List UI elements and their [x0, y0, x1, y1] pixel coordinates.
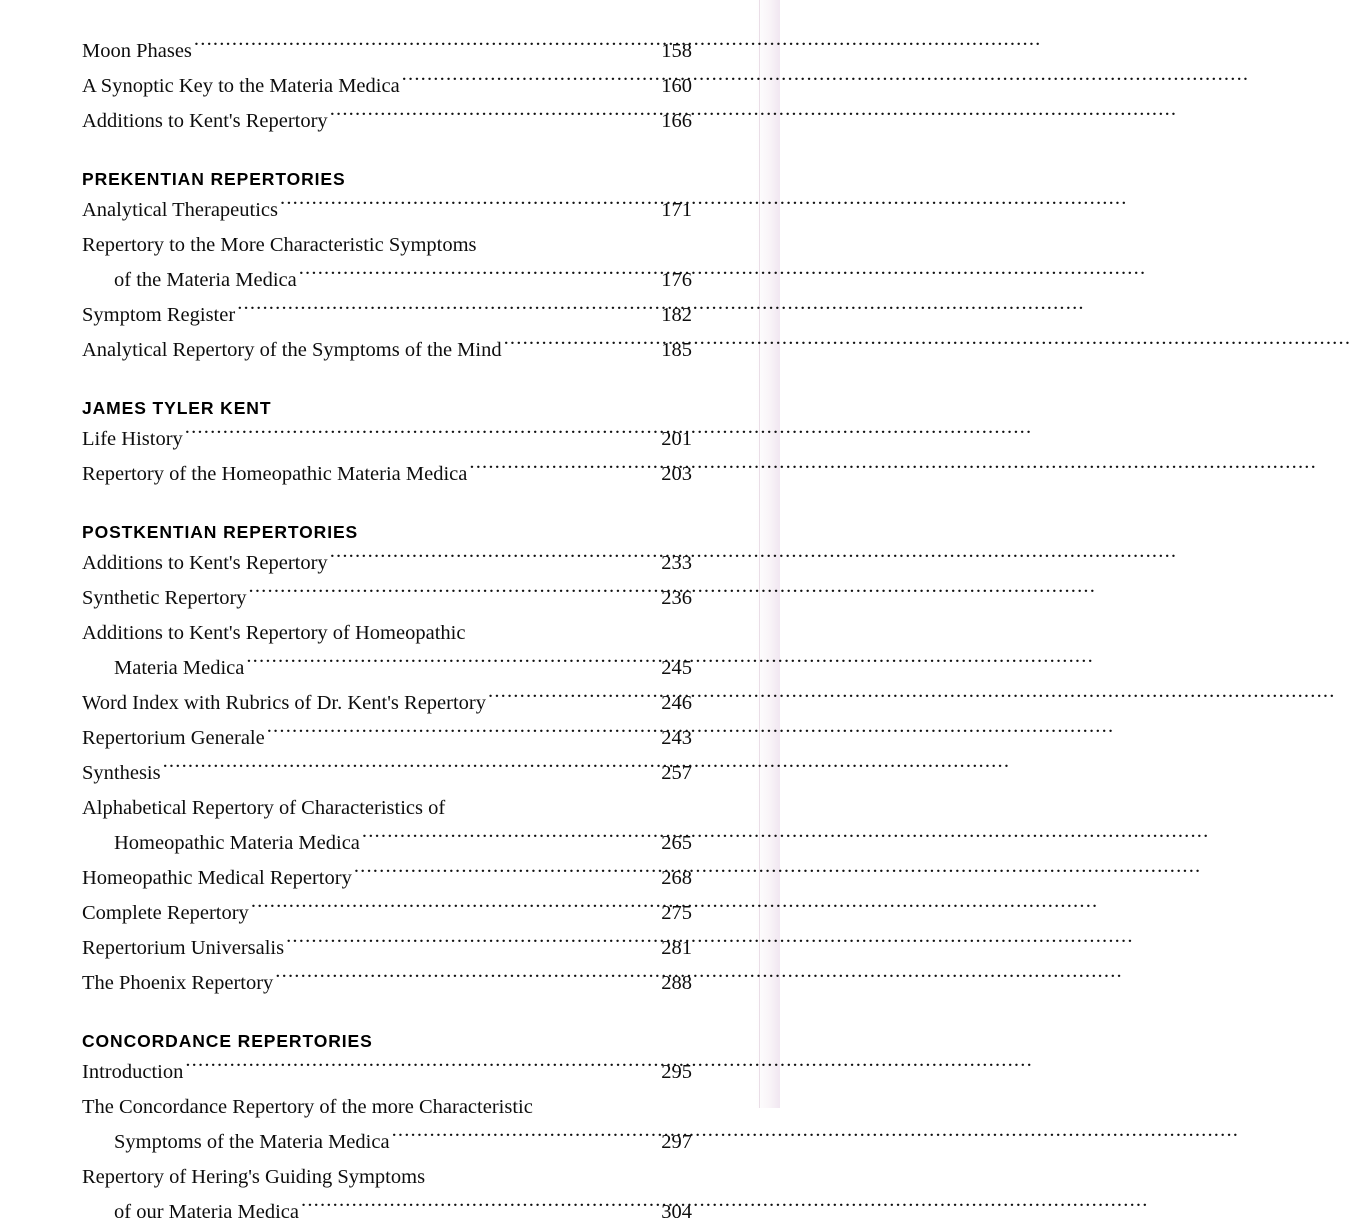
toc-entry-page-number: 243 [661, 726, 692, 749]
toc-entry-page-number: 203 [661, 462, 692, 485]
dot-leader [237, 300, 646, 321]
dot-leader [504, 335, 646, 356]
toc-entry-page-number: 295 [661, 1060, 692, 1083]
toc-entry-page-number: 160 [661, 75, 692, 97]
toc-entry[interactable] [82, 457, 692, 492]
table-of-contents-list [82, 34, 692, 1230]
toc-entry-title: Analytical Therapeutics [82, 198, 279, 221]
dot-leader [194, 37, 646, 58]
dot-leader [249, 583, 646, 604]
toc-entry-page-number: 158 [661, 40, 692, 62]
section-heading: JAMES TYLER KENT [82, 397, 272, 418]
toc-entry[interactable] [82, 333, 692, 368]
toc-entry-page-number: 171 [661, 198, 692, 221]
dot-leader [299, 265, 646, 286]
dot-leader [402, 72, 646, 93]
toc-entry-title: Symptoms of the Materia Medica [114, 1130, 390, 1153]
dot-leader [185, 1057, 646, 1078]
toc-entry-page-number: 265 [661, 831, 692, 854]
toc-entry-title: Repertorium Generale [82, 726, 265, 749]
section-heading: POSTKENTIAN REPERTORIES [82, 521, 359, 542]
toc-entry-page-number: 185 [661, 338, 692, 361]
dot-leader [362, 828, 646, 849]
toc-entry[interactable] [82, 966, 692, 1001]
toc-entry-title: Introduction [82, 1060, 184, 1083]
dot-leader [330, 107, 646, 128]
dot-leader [246, 653, 646, 674]
dot-leader [330, 548, 646, 569]
toc-entry-title: Homeopathic Materia Medica [114, 831, 360, 854]
dot-leader [354, 863, 646, 884]
toc-entry[interactable] [82, 1125, 692, 1160]
toc-entry-title: A Synoptic Key to the Materia Medica [82, 75, 400, 97]
toc-entry-title: Homeopathic Medical Repertory [82, 866, 352, 889]
toc-entry-title: Synthesis [82, 761, 161, 784]
dot-leader [267, 723, 646, 744]
toc-entry-title: Repertory of Hering's Guiding Symptoms [82, 1165, 426, 1188]
dot-leader [163, 758, 646, 779]
toc-entry-title: Life History [82, 427, 183, 450]
toc-entry-title: Additions to Kent's Repertory [82, 551, 328, 574]
toc-entry-page-number: 201 [661, 427, 692, 450]
toc-entry-page-number: 257 [661, 761, 692, 784]
toc-entry-title: Repertory of the Homeopathic Materia Medica [82, 462, 468, 485]
section-heading: CONCORDANCE REPERTORIES [82, 1030, 373, 1051]
toc-entry-title: Word Index with Rubrics of Dr. Kent's Repertory [82, 691, 486, 714]
toc-entry-page-number: 233 [661, 551, 692, 574]
toc-entry-page-number: 166 [661, 110, 692, 132]
toc-entry-title: Additions to Kent's Repertory [82, 110, 328, 132]
toc-entry-title: Repertorium Universalis [82, 936, 285, 959]
toc-entry-title: Materia Medica [114, 656, 245, 679]
dot-leader [301, 1197, 646, 1218]
dot-leader [251, 898, 646, 919]
toc-entry-page-number: 288 [661, 971, 692, 994]
toc-entry[interactable] [82, 104, 692, 139]
toc-entry[interactable] [82, 1055, 692, 1090]
toc-entry-title: Symptom Register [82, 303, 236, 326]
toc-entry-title: Moon Phases [82, 40, 192, 62]
dot-leader [185, 424, 646, 445]
toc-entry[interactable] [82, 756, 692, 791]
toc-entry-page-number: 268 [661, 866, 692, 889]
toc-entry-page-number: 176 [661, 268, 692, 291]
toc-entry-page-number: 182 [661, 303, 692, 326]
toc-entry-title: Alphabetical Repertory of Characteristics of [82, 796, 446, 819]
toc-entry[interactable] [82, 1195, 692, 1230]
toc-entry-title: The Phoenix Repertory [82, 971, 274, 994]
toc-entry-title: of the Materia Medica [114, 268, 297, 291]
toc-entry-title: of our Materia Medica [114, 1200, 299, 1223]
dot-leader [392, 1127, 646, 1148]
toc-entry-page-number: 275 [661, 901, 692, 924]
dot-leader [469, 459, 646, 480]
dot-leader [280, 195, 646, 216]
toc-entry-title: Additions to Kent's Repertory of Homeopathic [82, 621, 466, 644]
toc-entry[interactable] [82, 581, 692, 616]
toc-entry[interactable] [82, 193, 692, 228]
toc-entry-page-number: 246 [661, 691, 692, 714]
toc-entry-title: The Concordance Repertory of the more Characteristic [82, 1095, 533, 1118]
toc-entry-title: Analytical Repertory of the Symptoms of the Mind [82, 338, 502, 361]
toc-entry-title: Repertory to the More Characteristic Symptoms [82, 233, 477, 256]
dot-leader [488, 688, 646, 709]
dot-leader [286, 933, 646, 954]
toc-entry-title: Complete Repertory [82, 901, 249, 924]
toc-entry-page-number: 245 [661, 656, 692, 679]
toc-entry-page-number: 281 [661, 936, 692, 959]
section-heading: PREKENTIAN REPERTORIES [82, 169, 346, 189]
toc-entry-page-number: 236 [661, 586, 692, 609]
toc-entry-page-number: 297 [661, 1130, 692, 1153]
toc-entry-title: Synthetic Repertory [82, 586, 247, 609]
toc-entry-page-number: 304 [661, 1200, 692, 1223]
dot-leader [275, 968, 646, 989]
